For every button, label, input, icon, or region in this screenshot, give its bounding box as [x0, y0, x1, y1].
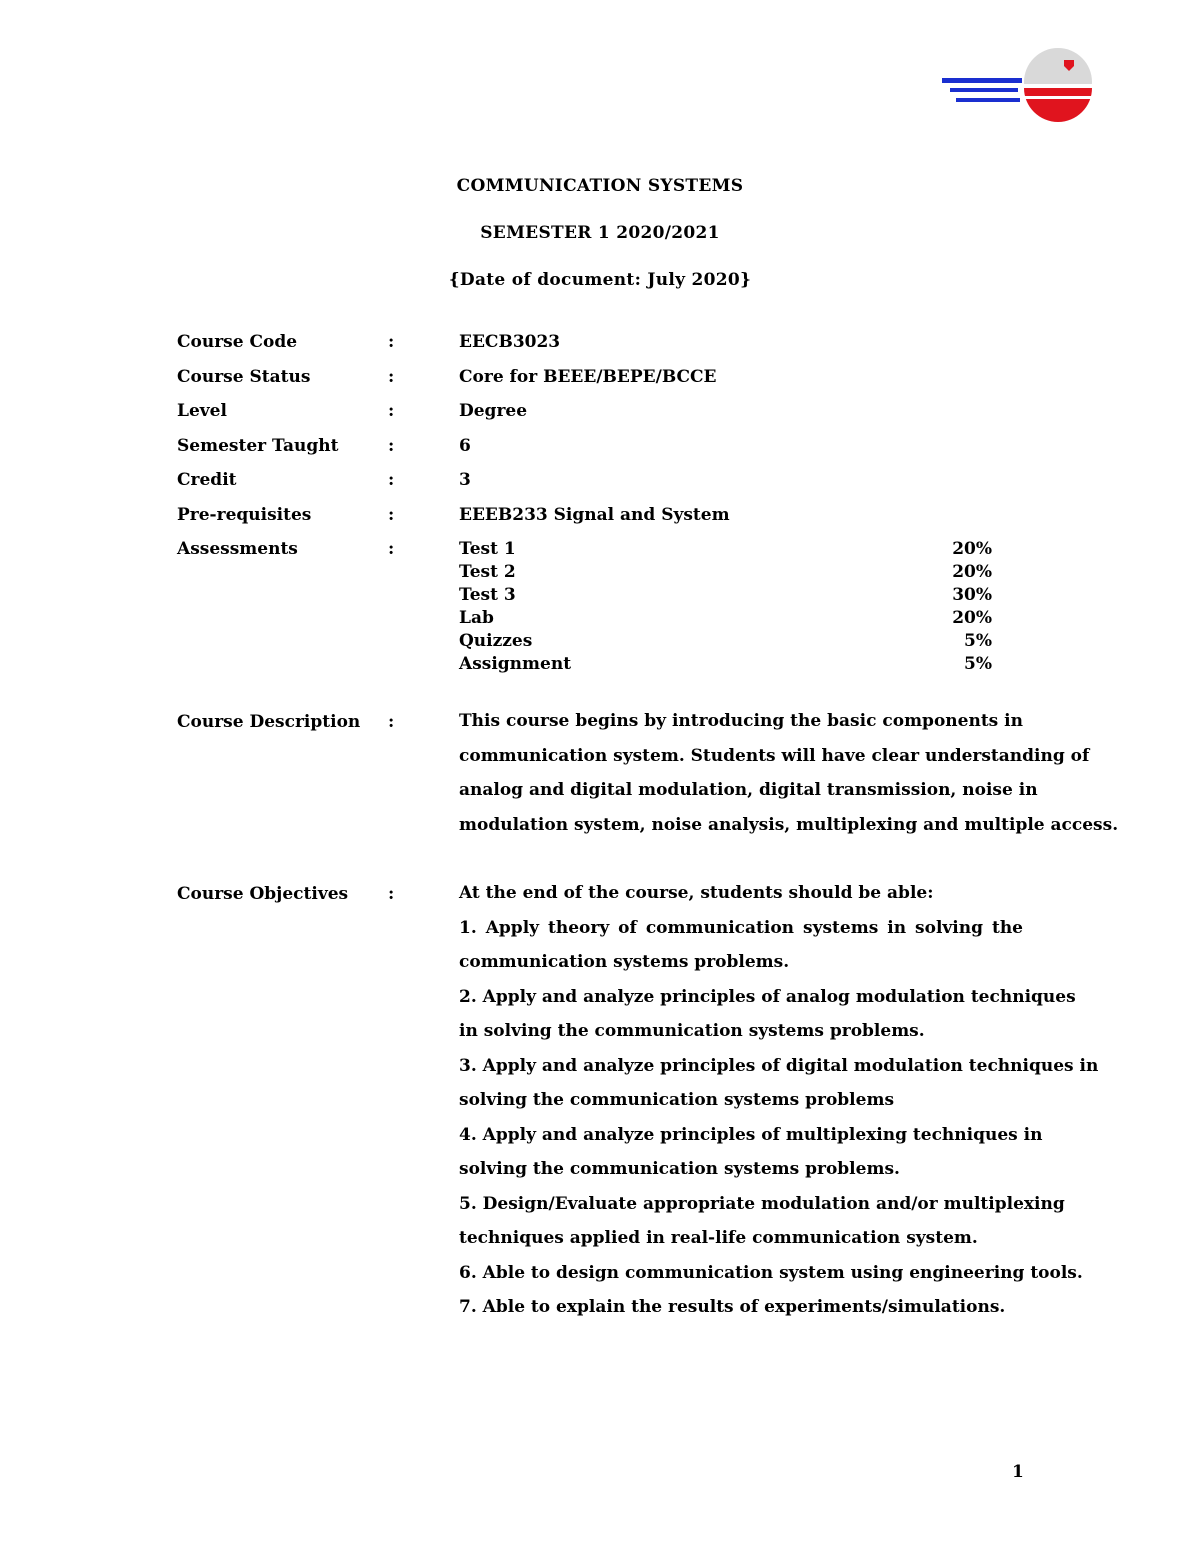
assessment-weight: 30% — [952, 585, 992, 605]
assessment-name: Test 3 — [459, 585, 516, 605]
objective-line: 7. Able to explain the results of experiments/simulations. — [459, 1297, 1006, 1317]
assessment-name: Test 2 — [459, 562, 516, 582]
objective-line: 2. Apply and analyze principles of analog modulation techniques — [459, 986, 1076, 1007]
objective-line: solving the communication systems problems — [459, 1090, 895, 1110]
assessment-row — [459, 562, 992, 585]
objective-line: 6. Able to design communication system using engineering tools. — [459, 1262, 1083, 1283]
assessment-weight: 20% — [952, 562, 992, 582]
assessment-weight: 5% — [964, 631, 992, 651]
field-semester-taught — [177, 436, 1023, 462]
objective-line: communication systems problems. — [459, 952, 790, 972]
field-label: Level — [177, 401, 227, 421]
assessment-row — [459, 585, 992, 608]
field-level — [177, 401, 1023, 427]
field-value: Degree — [459, 401, 528, 421]
field-label: Pre-requisites — [177, 505, 312, 525]
description-line: communication system. Students will have clear understanding of — [459, 745, 1090, 766]
field-separator: : — [388, 401, 395, 421]
assessment-row — [459, 631, 992, 654]
university-logo — [940, 48, 1090, 120]
objectives-intro: At the end of the course, students should be able: — [459, 883, 934, 903]
field-separator: : — [388, 367, 395, 387]
field-label: Course Objectives — [177, 884, 349, 904]
document-title: COMMUNICATION SYSTEMS — [456, 176, 744, 196]
objective-line: techniques applied in real-life communication system. — [459, 1228, 978, 1248]
assessment-name: Quizzes — [459, 631, 533, 651]
field-value: Core for BEEE/BEPE/BCCE — [459, 367, 717, 387]
field-value: 6 — [459, 436, 471, 456]
objective-line: 3. Apply and analyze principles of digital modulation techniques in — [459, 1055, 1099, 1076]
objective-line: solving the communication systems problems. — [459, 1159, 900, 1179]
field-separator: : — [388, 539, 395, 559]
assessment-row — [459, 539, 992, 562]
field-prerequisites — [177, 505, 1023, 531]
field-value: EECB3023 — [459, 332, 561, 352]
assessment-weight: 20% — [952, 539, 992, 559]
assessment-name: Assignment — [459, 654, 572, 674]
course-description-text — [459, 704, 1119, 842]
document-date: {Date of document: July 2020} — [448, 270, 752, 290]
page-number: 1 — [1012, 1462, 1024, 1482]
field-label: Credit — [177, 470, 237, 490]
field-separator: : — [388, 436, 395, 456]
assessment-weight: 5% — [964, 654, 992, 674]
field-separator: : — [388, 712, 395, 732]
description-line: modulation system, noise analysis, multiplexing and multiple access. — [459, 814, 1119, 835]
field-label: Semester Taught — [177, 436, 339, 456]
field-label: Course Description — [177, 712, 361, 732]
semester-line: SEMESTER 1 2020/2021 — [480, 223, 720, 243]
field-separator: : — [388, 884, 395, 904]
assessment-row — [459, 654, 992, 677]
objective-line: 1. Apply theory of communication systems in solving the — [459, 917, 1023, 938]
field-separator: : — [388, 470, 395, 490]
field-value: 3 — [459, 470, 471, 490]
field-label: Course Code — [177, 332, 298, 352]
field-separator: : — [388, 332, 395, 352]
field-value: EEEB233 Signal and System — [459, 505, 730, 525]
field-course-code — [177, 332, 1023, 358]
description-line: This course begins by introducing the basic components in — [459, 711, 1023, 731]
field-course-status — [177, 367, 1023, 393]
assessment-name: Test 1 — [459, 539, 516, 559]
field-label: Course Status — [177, 367, 311, 387]
course-objectives-text — [459, 876, 1099, 1325]
field-label: Assessments — [177, 539, 298, 559]
objective-line: 4. Apply and analyze principles of multiplexing techniques in — [459, 1124, 1043, 1145]
field-separator: : — [388, 505, 395, 525]
field-assessments — [177, 539, 1023, 689]
objective-line: 5. Design/Evaluate appropriate modulation and/or multiplexing — [459, 1193, 1065, 1214]
objective-line: in solving the communication systems problems. — [459, 1021, 925, 1041]
assessment-row — [459, 608, 992, 631]
description-line: analog and digital modulation, digital transmission, noise in — [459, 780, 1038, 800]
assessment-weight: 20% — [952, 608, 992, 628]
field-credit — [177, 470, 1023, 496]
assessment-name: Lab — [459, 608, 494, 628]
